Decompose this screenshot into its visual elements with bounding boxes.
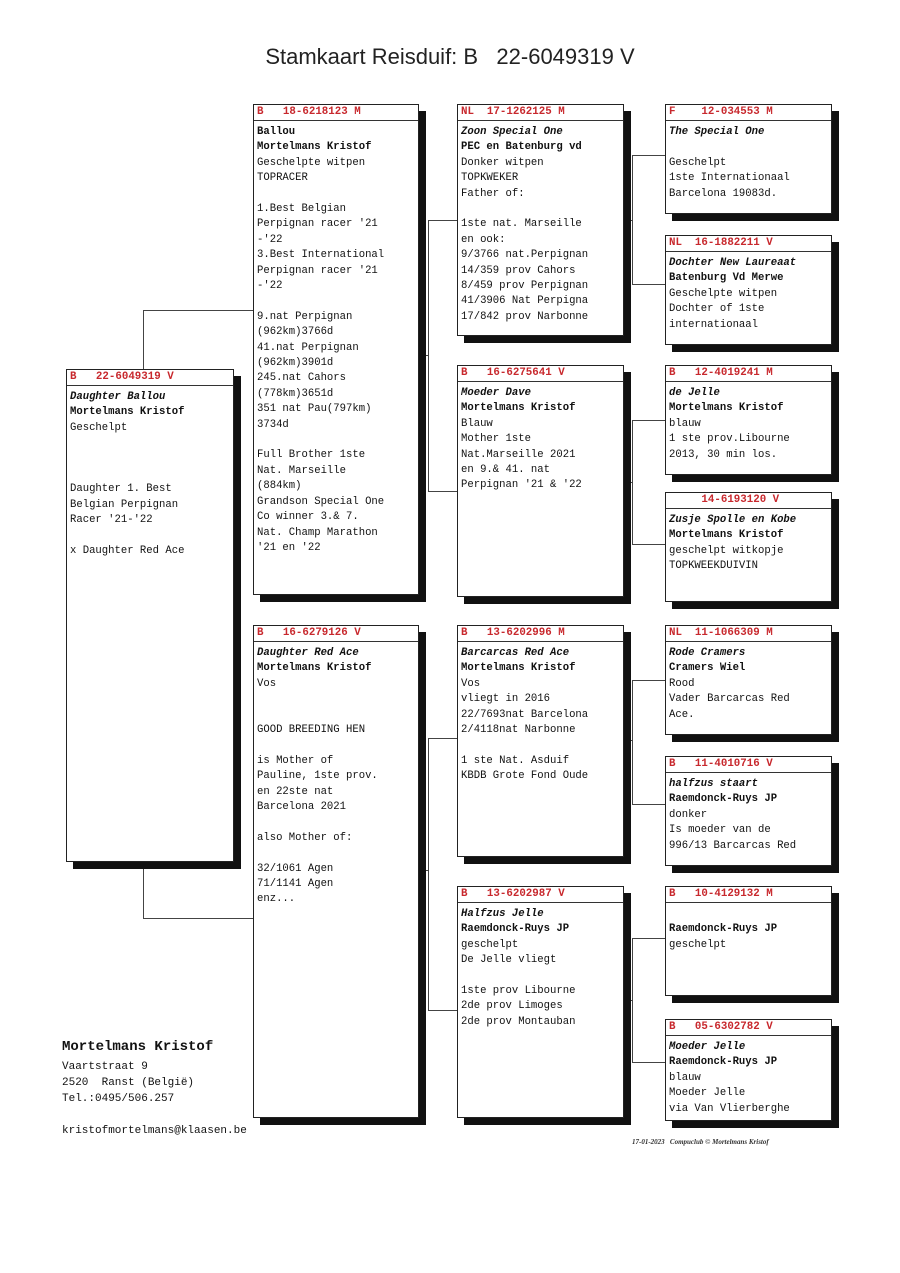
- pigeon-info: [458, 903, 623, 1030]
- connector-line: [632, 938, 665, 939]
- info-line: Geschelpte witpen: [669, 287, 778, 300]
- info-line: TOPKWEEKDUIVIN: [669, 560, 759, 573]
- info-line: 32/1061 Agen: [257, 862, 334, 875]
- pigeon-card-father[interactable]: [253, 104, 419, 595]
- info-line: en 22ste nat: [257, 785, 334, 798]
- info-line: Mortelmans Kristof: [70, 406, 185, 419]
- info-line: 1 ste prov.Libourne: [669, 433, 790, 446]
- connector-line: [143, 862, 144, 919]
- ring-number: NL 11-1066309 M: [666, 626, 831, 642]
- info-line: Nat. Marseille: [257, 464, 347, 477]
- info-line: 1ste prov Libourne: [461, 985, 576, 998]
- info-line: 71/1141 Agen: [257, 878, 334, 891]
- info-line: geschelpt: [461, 938, 519, 951]
- connector-line: [632, 420, 633, 545]
- ring-number: NL 16-1882211 V: [666, 236, 831, 252]
- info-line: Full Brother 1ste: [257, 449, 366, 462]
- info-line: Moeder Jelle: [669, 1087, 746, 1100]
- info-line: [257, 187, 415, 202]
- pigeon-card-mother-father[interactable]: [457, 625, 624, 857]
- info-line: Geschelpt: [70, 421, 128, 434]
- info-line: en ook:: [461, 233, 506, 246]
- owner-block: [62, 1037, 247, 1139]
- info-line: [70, 467, 230, 482]
- info-line: [257, 433, 415, 448]
- info-line: Zoon Special One: [461, 126, 563, 138]
- pigeon-info: [666, 509, 831, 575]
- connector-line: [623, 1000, 632, 1001]
- info-line: (962km)3766d: [257, 326, 334, 339]
- info-line: 996/13 Barcarcas Red: [669, 839, 797, 852]
- info-line: enz...: [257, 893, 296, 906]
- pigeon-card-mm-mother[interactable]: [665, 1019, 832, 1121]
- connector-line: [632, 420, 665, 421]
- pigeon-card-mf-father[interactable]: [665, 625, 832, 735]
- pigeon-info: [254, 121, 418, 556]
- pigeon-card-fm-father[interactable]: [665, 365, 832, 475]
- info-line: en 9.& 41. nat: [461, 464, 551, 477]
- info-line: -'22: [257, 233, 283, 246]
- pigeon-card-mm-father[interactable]: [665, 886, 832, 996]
- info-line: 14/359 prov Cahors: [461, 264, 576, 277]
- info-line: Barcelona 2021: [257, 801, 347, 814]
- owner-name: Mortelmans Kristof: [62, 1039, 214, 1055]
- info-line: Is moeder van de: [669, 824, 771, 837]
- connector-line: [428, 491, 458, 492]
- info-line: (778km)3651d: [257, 387, 334, 400]
- info-line: Belgian Perpignan: [70, 498, 179, 511]
- info-line: The Special One: [669, 126, 765, 138]
- info-line: de Jelle: [669, 387, 720, 399]
- connector-line: [623, 740, 632, 741]
- connector-line: [623, 482, 632, 483]
- connector-line: [632, 284, 665, 285]
- owner-city: 2520 Ranst (België): [62, 1077, 195, 1089]
- info-line: 1ste nat. Marseille: [461, 218, 582, 231]
- owner-phone: Tel.:0495/506.257: [62, 1093, 175, 1105]
- ring-number: B 16-6275641 V: [458, 366, 623, 382]
- info-line: 245.nat Cahors: [257, 372, 347, 385]
- info-line: Rode Cramers: [669, 647, 746, 659]
- owner-email[interactable]: kristofmortelmans@klaasen.be: [62, 1125, 247, 1137]
- ring-number: B 05-6302782 V: [666, 1020, 831, 1036]
- info-line: Vos: [461, 677, 481, 690]
- connector-line: [632, 938, 633, 1063]
- ring-number: B 11-4010716 V: [666, 757, 831, 773]
- connector-line: [632, 155, 665, 156]
- info-line: [257, 708, 415, 723]
- info-line: Barcelona 19083d.: [669, 187, 778, 200]
- pigeon-info: [254, 642, 418, 908]
- ring-number: B 16-6279126 V: [254, 626, 418, 642]
- info-line: Batenburg Vd Merwe: [669, 272, 784, 285]
- info-line: 1 ste Nat. Asduif: [461, 754, 570, 767]
- pigeon-card-ff-father[interactable]: [665, 104, 832, 214]
- pigeon-info: [666, 382, 831, 463]
- info-line: [669, 140, 828, 155]
- info-line: Cramers Wiel: [669, 662, 746, 675]
- connector-line: [143, 310, 144, 370]
- connector-line: [418, 870, 428, 871]
- pigeon-info: [458, 642, 623, 785]
- ring-number: B 13-6202996 M: [458, 626, 623, 642]
- info-line: Vos: [257, 677, 277, 690]
- info-line: 41.nat Perpignan: [257, 341, 359, 354]
- info-line: vliegt in 2016: [461, 693, 551, 706]
- info-line: via Van Vlierberghe: [669, 1102, 790, 1115]
- pigeon-card-father-mother[interactable]: [457, 365, 624, 597]
- info-line: [257, 738, 415, 753]
- info-line: also Mother of:: [257, 831, 353, 844]
- info-line: Nat.Marseille 2021: [461, 448, 576, 461]
- info-line: Ballou: [257, 126, 296, 138]
- info-line: Raemdonck-Ruys JP: [669, 793, 778, 806]
- ring-number: F 12-034553 M: [666, 105, 831, 121]
- info-line: 2/4118nat Narbonne: [461, 724, 576, 737]
- connector-line: [428, 220, 458, 221]
- info-line: De Jelle vliegt: [461, 954, 557, 967]
- info-line: 2de prov Montauban: [461, 1015, 576, 1028]
- connector-line: [632, 680, 665, 681]
- info-line: TOPRACER: [257, 172, 308, 185]
- ring-number: B 13-6202987 V: [458, 887, 623, 903]
- ring-number: 14-6193120 V: [666, 493, 831, 509]
- info-line: [461, 738, 620, 753]
- info-line: '21 en '22: [257, 541, 321, 554]
- info-line: Mortelmans Kristof: [257, 662, 372, 675]
- info-line: Raemdonck-Ruys JP: [461, 923, 570, 936]
- info-line: KBDB Grote Fond Oude: [461, 770, 589, 783]
- connector-line: [428, 1010, 458, 1011]
- info-line: 2de prov Limoges: [461, 1000, 563, 1013]
- info-line: Pauline, 1ste prov.: [257, 770, 378, 783]
- info-line: is Mother of: [257, 754, 334, 767]
- info-line: TOPKWEKER: [461, 172, 519, 185]
- info-line: Halfzus Jelle: [461, 908, 544, 920]
- info-line: Nat. Champ Marathon: [257, 526, 378, 539]
- info-line: Moeder Dave: [461, 387, 531, 399]
- footer-credit: 17-01-2023 Compuclub © Mortelmans Kristof: [632, 1138, 769, 1146]
- info-line: Perpignan racer '21: [257, 218, 378, 231]
- pigeon-info: [666, 773, 831, 854]
- info-line: (884km): [257, 480, 302, 493]
- info-line: Donker witpen: [461, 156, 544, 169]
- info-line: 22/7693nat Barcelona: [461, 708, 589, 721]
- pigeon-card-father-father[interactable]: [457, 104, 624, 336]
- info-line: [70, 452, 230, 467]
- info-line: Perpignan '21 & '22: [461, 479, 582, 492]
- info-line: 1ste Internationaal: [669, 172, 790, 185]
- info-line: Ace.: [669, 708, 695, 721]
- connector-line: [143, 918, 253, 919]
- info-line: halfzus staart: [669, 778, 759, 790]
- info-line: Moeder Jelle: [669, 1041, 746, 1053]
- info-line: internationaal: [669, 318, 759, 331]
- info-line: Rood: [669, 677, 695, 690]
- info-line: Dochter of 1ste: [669, 303, 765, 316]
- info-line: [257, 294, 415, 309]
- connector-line: [632, 680, 633, 805]
- info-line: Dochter New Laureaat: [669, 257, 797, 269]
- pigeon-info: [666, 642, 831, 723]
- info-line: [257, 815, 415, 830]
- connector-line: [632, 544, 665, 545]
- connector-line: [143, 310, 253, 311]
- info-line: Father of:: [461, 187, 525, 200]
- info-line: Mother 1ste: [461, 433, 531, 446]
- ring-number: NL 17-1262125 M: [458, 105, 623, 121]
- info-line: -'22: [257, 280, 283, 293]
- info-line: 2013, 30 min los.: [669, 448, 778, 461]
- info-line: Blauw: [461, 417, 493, 430]
- page-title: Stamkaart Reisduif: B 22-6049319 V: [265, 44, 635, 69]
- info-line: x Daughter Red Ace: [70, 545, 185, 557]
- info-line: (962km)3901d: [257, 357, 334, 370]
- info-line: Daughter 1. Best: [70, 483, 172, 496]
- info-line: [70, 436, 230, 451]
- info-line: 3734d: [257, 418, 289, 431]
- info-line: 351 nat Pau(797km): [257, 403, 372, 416]
- info-line: [461, 202, 620, 217]
- info-line: GOOD BREEDING HEN: [257, 724, 366, 736]
- connector-line: [632, 155, 633, 285]
- info-line: Mortelmans Kristof: [461, 662, 576, 675]
- info-line: [257, 692, 415, 707]
- info-line: 8/459 prov Perpignan: [461, 280, 589, 293]
- connector-line: [428, 738, 429, 1011]
- info-line: Barcarcas Red Ace: [461, 647, 570, 659]
- info-line: geschelpt: [669, 938, 727, 951]
- info-line: 17/842 prov Narbonne: [461, 310, 589, 323]
- pigeon-info: [458, 382, 623, 494]
- pigeon-info: [666, 903, 831, 953]
- info-line: 3.Best International: [257, 249, 385, 262]
- info-line: Mortelmans Kristof: [669, 529, 784, 542]
- info-line: [461, 969, 620, 984]
- info-line: Mortelmans Kristof: [461, 402, 576, 415]
- pigeon-info: [67, 386, 233, 559]
- ring-number: B 12-4019241 M: [666, 366, 831, 382]
- pigeon-card-mf-mother[interactable]: [665, 756, 832, 866]
- connector-line: [632, 1062, 665, 1063]
- pigeon-card-subject[interactable]: [66, 369, 234, 862]
- info-line: Geschelpte witpen: [257, 156, 366, 169]
- pigeon-info: [666, 252, 831, 333]
- connector-line: [418, 355, 428, 356]
- info-line: Co winner 3.& 7.: [257, 511, 359, 524]
- connector-line: [632, 804, 665, 805]
- pigeon-info: [458, 121, 623, 325]
- connector-line: [428, 220, 429, 492]
- info-line: Raemdonck-Ruys JP: [669, 923, 778, 936]
- info-line: Daughter Ballou: [70, 391, 166, 403]
- owner-street: Vaartstraat 9: [62, 1061, 148, 1073]
- connector-line: [428, 738, 458, 739]
- info-line: [669, 907, 828, 922]
- pigeon-info: [666, 121, 831, 202]
- info-line: Zusje Spolle en Kobe: [669, 514, 797, 526]
- info-line: blauw: [669, 417, 701, 430]
- pigeon-card-ff-mother[interactable]: [665, 235, 832, 345]
- info-line: Vader Barcarcas Red: [669, 693, 790, 706]
- pigeon-card-fm-mother[interactable]: [665, 492, 832, 602]
- ring-number: B 18-6218123 M: [254, 105, 418, 121]
- ring-number: B 22-6049319 V: [67, 370, 233, 386]
- info-line: PEC en Batenburg vd: [461, 141, 582, 154]
- info-line: 1.Best Belgian: [257, 203, 347, 216]
- info-line: Raemdonck-Ruys JP: [669, 1056, 778, 1069]
- info-line: [257, 846, 415, 861]
- info-line: 9/3766 nat.Perpignan: [461, 249, 589, 262]
- info-line: Mortelmans Kristof: [257, 141, 372, 154]
- info-line: [70, 529, 230, 544]
- info-line: 9.nat Perpignan: [257, 310, 353, 323]
- info-line: donker: [669, 808, 708, 821]
- pigeon-card-mother-mother[interactable]: [457, 886, 624, 1118]
- ring-number: B 10-4129132 M: [666, 887, 831, 903]
- pigeon-card-mother[interactable]: [253, 625, 419, 1118]
- connector-line: [623, 220, 632, 221]
- pigeon-info: [666, 1036, 831, 1117]
- info-line: geschelpt witkopje: [669, 544, 784, 557]
- info-line: Perpignan racer '21: [257, 264, 378, 277]
- info-line: Geschelpt: [669, 156, 727, 169]
- info-line: blauw: [669, 1071, 701, 1084]
- info-line: Racer '21-'22: [70, 514, 153, 527]
- info-line: Daughter Red Ace: [257, 647, 359, 659]
- info-line: Grandson Special One: [257, 495, 385, 508]
- info-line: Mortelmans Kristof: [669, 402, 784, 415]
- info-line: 41/3906 Nat Perpigna: [461, 295, 589, 308]
